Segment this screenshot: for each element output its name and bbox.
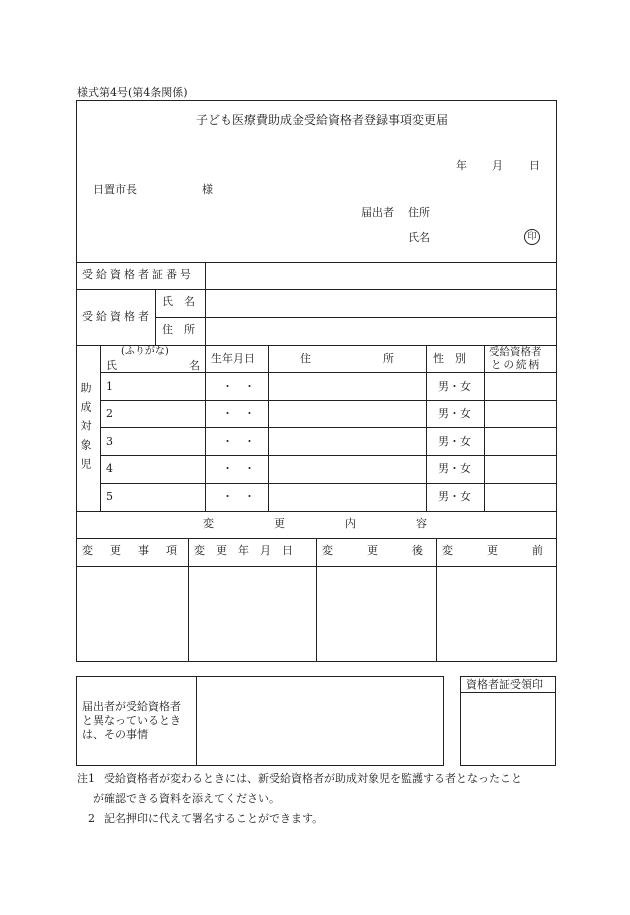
child-birthdate-separators: ・ ・ bbox=[222, 407, 255, 420]
note-2-text: 記名押印に代えて署名することができます。 bbox=[104, 812, 324, 825]
child-birthdate-separators: ・ ・ bbox=[222, 380, 255, 393]
changes-before-header: 変更前 bbox=[442, 544, 577, 557]
form-title: 子ども医療費助成金受給資格者登録事項変更届 bbox=[196, 113, 449, 127]
divider bbox=[205, 262, 206, 345]
divider bbox=[155, 317, 557, 318]
furigana-label: (ふりがな) bbox=[121, 346, 169, 357]
relation-label-2: との続柄 bbox=[491, 359, 541, 371]
child-row-number: 3 bbox=[106, 435, 113, 448]
divider bbox=[100, 483, 557, 484]
child-row-number: 4 bbox=[106, 462, 113, 475]
note-2-number: 2 bbox=[88, 812, 95, 825]
divider bbox=[196, 676, 197, 766]
child-row-number: 5 bbox=[106, 490, 113, 503]
child-sex-options: 男・女 bbox=[438, 490, 471, 503]
child-sex-options: 男・女 bbox=[438, 435, 471, 448]
changes-after-header: 変更後 bbox=[322, 544, 457, 557]
recipient-label: 受給資格者 bbox=[82, 310, 152, 323]
children-section-label: 助成対象児 bbox=[79, 382, 92, 477]
note-1-number: 注1 bbox=[77, 772, 95, 785]
divider bbox=[100, 345, 101, 511]
divider bbox=[100, 427, 557, 428]
addressee-name: 日置市長 bbox=[93, 183, 137, 196]
birthdate-label: 生年月日 bbox=[211, 352, 255, 365]
date-day: 日 bbox=[529, 159, 540, 172]
date-year: 年 bbox=[456, 159, 467, 172]
form-number: 様式第4号(第4条関係) bbox=[77, 86, 188, 99]
reason-line-2: と異なっているとき bbox=[82, 714, 181, 727]
changes-date-header: 変更年月日 bbox=[194, 544, 304, 557]
divider bbox=[100, 400, 557, 401]
child-sex-options: 男・女 bbox=[438, 407, 471, 420]
divider bbox=[268, 345, 269, 511]
recipient-name-label: 氏 名 bbox=[162, 295, 195, 308]
divider bbox=[76, 566, 557, 567]
child-name-label-left: 氏 bbox=[106, 359, 117, 372]
child-sex-options: 男・女 bbox=[438, 462, 471, 475]
child-birthdate-separators: ・ ・ bbox=[222, 435, 255, 448]
divider bbox=[76, 511, 557, 512]
divider bbox=[460, 692, 556, 693]
divider bbox=[205, 345, 206, 511]
date-month: 月 bbox=[492, 159, 503, 172]
child-name-label-right: 名 bbox=[189, 359, 200, 372]
reason-line-1: 届出者が受給資格者 bbox=[82, 700, 181, 713]
child-row-number: 1 bbox=[106, 380, 113, 393]
note-1-line-2: が確認できる資料を添えてください。 bbox=[93, 792, 280, 805]
divider bbox=[426, 345, 427, 511]
child-birthdate-separators: ・ ・ bbox=[222, 462, 255, 475]
sex-label: 性 別 bbox=[433, 352, 466, 365]
divider bbox=[100, 455, 557, 456]
child-address-label-left: 住 bbox=[300, 352, 311, 365]
child-sex-options: 男・女 bbox=[438, 380, 471, 393]
changes-title: 変更内容 bbox=[203, 517, 487, 530]
notifier-name-label: 氏名 bbox=[408, 231, 430, 244]
relation-label-1: 受給資格者 bbox=[489, 346, 542, 358]
seal-mark: 印 bbox=[524, 229, 540, 245]
recipient-address-label: 住 所 bbox=[162, 323, 195, 336]
addressee-honorific: 様 bbox=[202, 183, 213, 196]
note-1-line-1: 受給資格者が変わるときには、新受給資格者が助成対象児を監護する者となったこと bbox=[104, 772, 522, 785]
reason-line-3: は、その事情 bbox=[82, 728, 148, 741]
notifier-address-label: 住所 bbox=[408, 206, 430, 219]
divider bbox=[316, 538, 317, 662]
divider bbox=[76, 289, 557, 290]
divider bbox=[76, 262, 557, 263]
child-row-number: 2 bbox=[106, 407, 113, 420]
certificate-number-label: 受給資格者証番号 bbox=[82, 268, 194, 281]
changes-item-header: 変更事項 bbox=[82, 544, 194, 557]
divider bbox=[484, 345, 485, 511]
notifier-label: 届出者 bbox=[361, 206, 394, 219]
child-birthdate-separators: ・ ・ bbox=[222, 490, 255, 503]
child-address-label-right: 所 bbox=[383, 352, 394, 365]
receipt-seal-label: 資格者証受領印 bbox=[466, 678, 543, 691]
divider bbox=[100, 372, 557, 373]
